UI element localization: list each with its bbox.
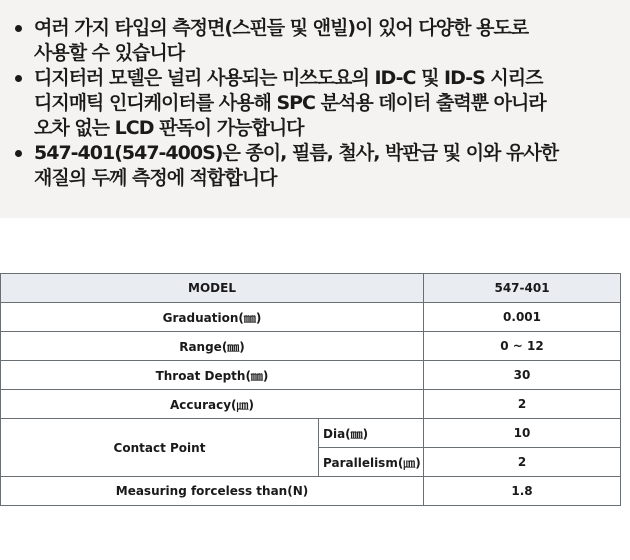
model-value: 547-401	[424, 274, 621, 303]
table-row	[1, 390, 621, 419]
measuring-force-label: Measuring forceless than(N)	[1, 477, 424, 506]
bullet-icon	[15, 75, 22, 82]
spec-table	[0, 273, 621, 506]
feature-text-line: 디지매틱 인디케이터를 사용해 SPC 분석용 데이터 출력뿐 아니라	[34, 92, 546, 114]
range-label: Range(㎜)	[1, 332, 424, 361]
bullet-icon	[15, 25, 22, 32]
dia-value: 10	[424, 419, 621, 448]
model-header: MODEL	[1, 274, 424, 303]
feature-text-line: 오차 없는 LCD 판독이 가능합니다	[34, 117, 304, 139]
parallelism-label: Parallelism(㎛)	[319, 448, 424, 477]
accuracy-label: Accuracy(㎛)	[1, 390, 424, 419]
table-row	[1, 361, 621, 390]
feature-description-panel	[0, 0, 630, 218]
table-row	[1, 419, 621, 448]
table-row	[1, 477, 621, 506]
graduation-value: 0.001	[424, 303, 621, 332]
feature-text-line: 사용할 수 있습니다	[34, 42, 185, 64]
table-row	[1, 332, 621, 361]
measuring-force-value: 1.8	[424, 477, 621, 506]
bullet-icon	[15, 150, 22, 157]
parallelism-value: 2	[424, 448, 621, 477]
feature-item	[12, 16, 622, 66]
range-value: 0 ~ 12	[424, 332, 621, 361]
throat-depth-value: 30	[424, 361, 621, 390]
throat-depth-label: Throat Depth(㎜)	[1, 361, 424, 390]
contact-point-label: Contact Point	[1, 419, 319, 477]
feature-text-line: 재질의 두께 측정에 적합합니다	[34, 167, 277, 189]
dia-label: Dia(㎜)	[319, 419, 424, 448]
table-header-row	[1, 274, 621, 303]
feature-text-line: 547-401(547-400S)은 종이, 필름, 철사, 박판금 및 이와 유사한	[34, 142, 559, 164]
accuracy-value: 2	[424, 390, 621, 419]
feature-item	[12, 141, 622, 191]
table-row	[1, 303, 621, 332]
feature-text-line: 여러 가지 타입의 측정면(스핀들 및 앤빌)이 있어 다양한 용도로	[34, 17, 529, 39]
graduation-label: Graduation(㎜)	[1, 303, 424, 332]
feature-text-line: 디지터러 모델은 널리 사용되는 미쓰도요의 ID-C 및 ID-S 시리즈	[34, 67, 543, 89]
feature-item	[12, 66, 622, 141]
feature-list	[12, 16, 622, 191]
